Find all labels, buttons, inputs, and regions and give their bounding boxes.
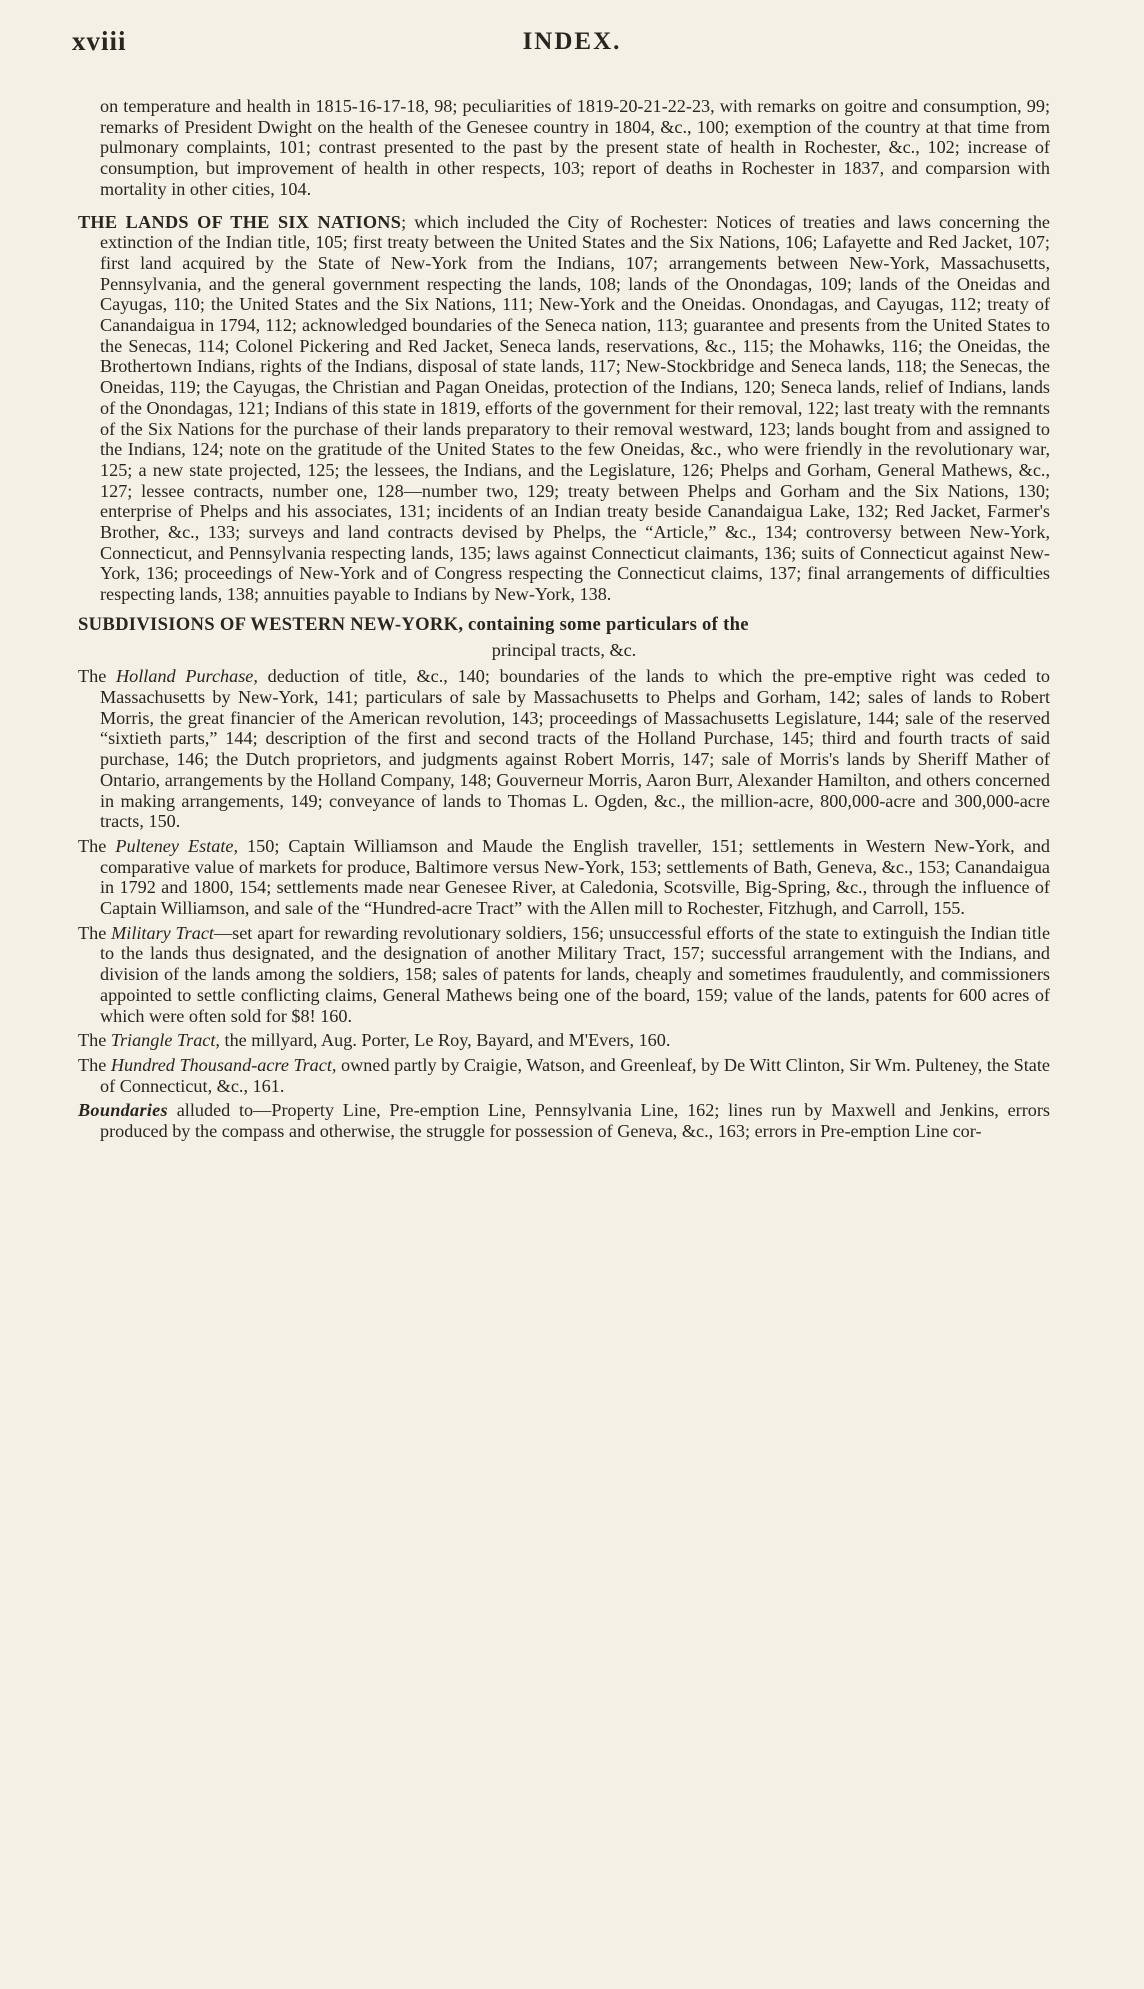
entry-title: Triangle Tract, [110, 1030, 220, 1051]
running-header [70, 26, 1074, 66]
entry-pulteney-estate [78, 836, 1050, 919]
entry-text: 150; Captain Williamson and Maude the English traveller, 151; settlements in Western New-York, and comparative value of markets for produce, Baltimore versus New-York, 153; settlements of Bath, Geneva, &c., 153; Canandaigua in 1792 and 1800, 154; settlements made near Genesee River, at Caledonia, Scotsville, Big-Spring, &c., through the influence of Captain Williamson, and sale of the “Hundred-acre Tract” with the Allen mill to Rochester, Fitzhugh, and Carroll, 155. [100, 835, 1051, 919]
entry-triangle-tract [78, 1030, 1050, 1051]
entry-text: owned partly by Craigie, Watson, and Greenleaf, by De Witt Clinton, Sir Wm. Pulteney, the State of Connecticut, &c., 161. [100, 1054, 1050, 1096]
entry-lead: The [78, 1030, 107, 1051]
page-number: xviii [72, 26, 127, 56]
entry-subdivisions [78, 615, 1050, 636]
entry-boundaries [78, 1100, 1050, 1141]
entry-six-nations [78, 212, 1050, 605]
section-subtitle: principal tracts, &c. [491, 639, 637, 660]
entry-military-tract [78, 923, 1050, 1027]
entry-text: alluded to—Property Line, Pre-emption Line, Pennsylvania Line, 162; lines run by Maxwell and Jenkins, errors produced by the compass and otherwise, the struggle for possession of Geneva, &c., 163; errors in Pre-emption Line cor- [100, 1100, 1050, 1142]
entry-lead: The [78, 1054, 107, 1075]
entry-heading: THE LANDS OF THE SIX NATIONS [78, 211, 402, 232]
entry-lead: The [78, 922, 107, 943]
intro-continuation: on temperature and health in 1815-16-17-18, 98; peculiarities of 1819-20-21-22-23, with remarks on goitre and consumption, 99; remarks of President Dwight on the health of the Genesee country in 1804, &c., 100; exemption of the country at that time from pulmonary complaints, 101; contrast presented to the past by the present state of health in Rochester, &c., 102; increase of consumption, but improvement of health in other respects, 103; report of deaths in Rochester in 1837, and comparsion with mortality in other cities, 104. [100, 96, 1050, 199]
index-body [78, 96, 1050, 1146]
entry-text: —set apart for rewarding revolutionary soldiers, 156; unsuccessful efforts of the state to extinguish the Indian title to the lands thus designated, and the designation of another Military Tract, 157; successful arrangement with the Indians, and division of the lands among the soldiers, 158; sales of patents for lands, cheaply and sometimes fraudulently, and commissioners appointed to settle conflicting claims, General Mathews being one of the board, 159; value of the lands, patents for 600 acres of which were often sold for $8! 160. [100, 922, 1051, 1026]
page-title: INDEX. [522, 28, 622, 55]
entry-title: Military Tract [111, 922, 214, 943]
entry-hundred-thousand-acre-tract [78, 1055, 1050, 1096]
section-heading: SUBDIVISIONS OF WESTERN NEW-YORK, [78, 613, 464, 635]
entry-title: Pulteney Estate, [115, 835, 238, 856]
entry-text: ; which included the City of Rochester: Notices of treaties and laws concerning the extinction of the Indian title, 105; first treaty between the United States and the Six Nations, 106; Lafayette and Red Jacket, 107; first land acquired by the State of New-York from the Indians, 107; arrangements between New-York, Massachusetts, Pennsylvania, and the general government respecting the lands, 108; lands of the Onondagas, 109; lands of the Oneidas and Cayugas, 110; the United States and the Six Nations, 111; New-York and the Oneidas. Onondagas, and Cayugas, 112; treaty of Canandaigua in 1794, 112; acknowledged boundaries of the Seneca nation, 113; guarantee and presents from the United States to the Senecas, 114; Colonel Pickering and Red Jacket, Seneca lands, reservations, &c., 115; the Mohawks, 116; the Oneidas, the Brothertown Indians, rights of the Indians, disposal of state lands, 117; New-Stockbridge and Seneca lands, 118; the Senecas, the Oneidas, 119; the Cayugas, the Christian and Pagan Oneidas, protection of the Indians, 120; Seneca lands, relief of Indians, lands of the Onondagas, 121; Indians of this state in 1819, efforts of the government for their removal, 122; last treaty with the remnants of the Six Nations for the purchase of their lands preparatory to their removal westward, 123; lands bought from and assigned to the Indians, 124; note on the gratitude of the United States to the few Oneidas, &c., who were friendly in the revolutionary war, 125; a new state projected, 125; the lessees, the Indians, and the Legislature, 126; Phelps and Gorham, General Mathews, &c., 127; lessee contracts, number one, 128—number two, 129; treaty between Phelps and Gorham and the Six Nations, 130; enterprise of Phelps and his associates, 131; incidents of an Indian treaty beside Canandaigua Lake, 132; Red Jacket, Farmer's Brother, &c., 133; surveys and land contracts devised by Phelps, the “Article,” &c., 134; controversy between New-York, Connecticut, and Pennsylvania respecting lands, 135; laws against Connecticut claimants, 136; suits of Connecticut against New-York, 136; proceedings of New-York and of Congress respecting the Connecticut claims, 137; final arrangements of difficulties respecting lands, 138; annuities payable to Indians by New-York, 138. [100, 211, 1050, 605]
entry-lead: The [78, 666, 107, 687]
entry-title: Holland Purchase, [116, 666, 258, 687]
entry-holland-purchase [78, 666, 1050, 832]
entry-text: deduction of title, &c., 140; boundaries of the lands to which the pre-emptive right was ceded to Massachusetts by New-York, 141; particulars of sale by Massachusetts to Phelps and Gorham, 142; sales of lands to Robert Morris, the great financier of the American revolution, 143; proceedings of Massachusetts Legislature, 144; sale of the reserved “sixtieth parts,” 144; description of the first and second tracts of the Holland Purchase, 145; third and fourth tracts of said purchase, 146; the Dutch proprietors, and judgments against Robert Morris, 147; sale of Morris's lands by Sheriff Mather of Ontario, arrangements by the Holland Company, 148; Gouverneur Morris, Aaron Burr, Alexander Hamilton, and others concerned in making arrangements, 149; conveyance of lands to Thomas L. Ogden, &c., the million-acre, 800,000-acre and 300,000-acre tracts, 150. [100, 666, 1051, 832]
entry-title: Hundred Thousand-acre Tract, [110, 1054, 337, 1075]
section-heading-text: containing some particulars of the [467, 613, 749, 635]
entry-text: the millyard, Aug. Porter, Le Roy, Bayard, and M'Evers, 160. [224, 1030, 671, 1051]
entry-title: Boundaries [78, 1100, 168, 1121]
entry-lead: The [78, 835, 107, 856]
